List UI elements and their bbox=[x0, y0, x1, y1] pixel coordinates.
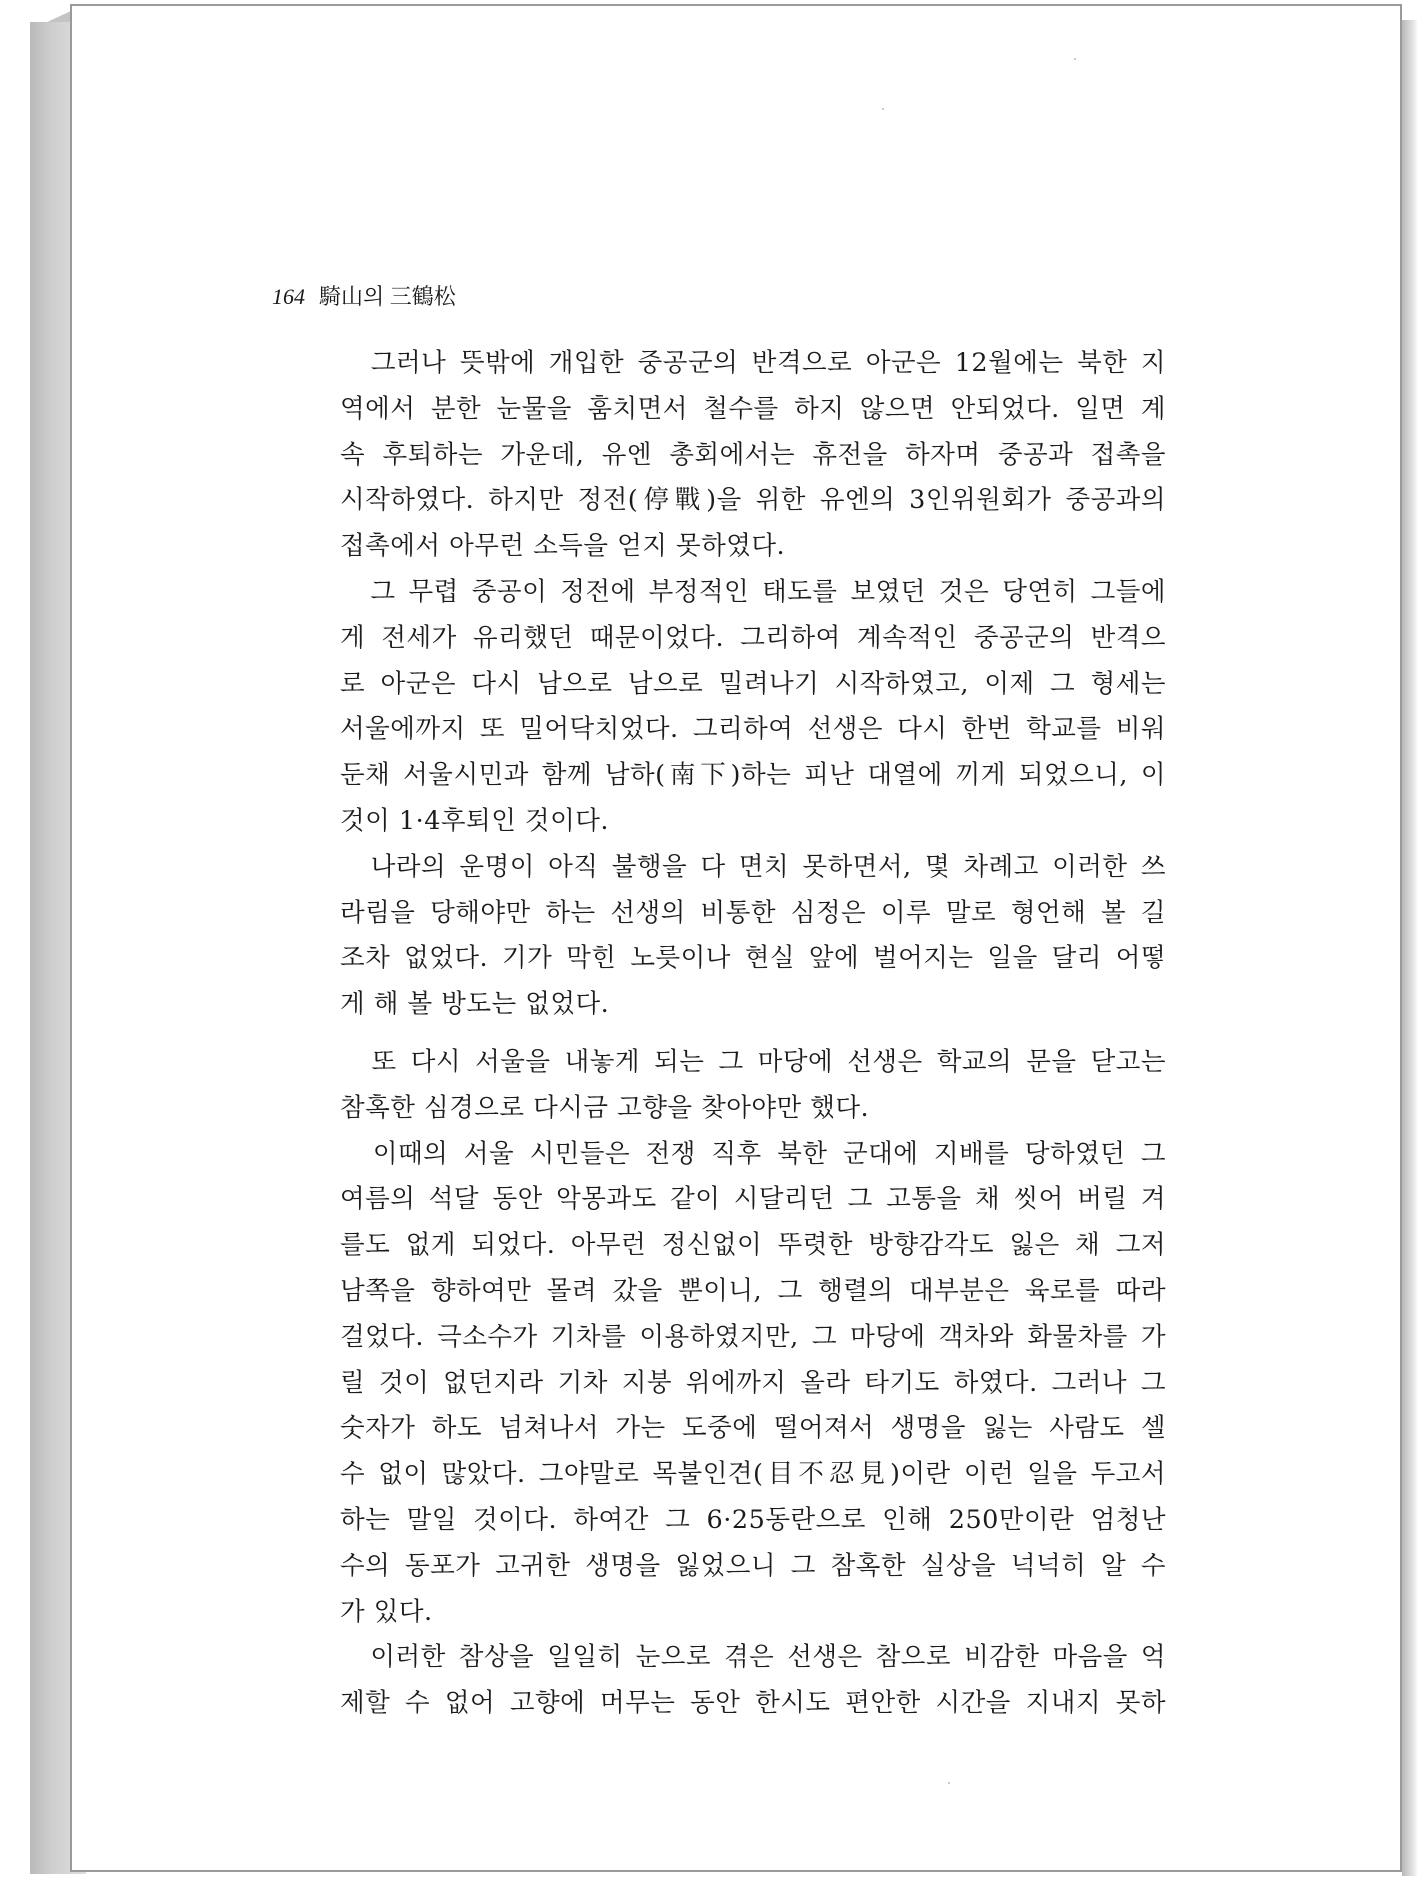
text-line: 서울에까지 또 밀어닥치었다. 그리하여 선생은 다시 한번 학교를 비워 bbox=[340, 714, 1166, 745]
paragraph bbox=[340, 1040, 1166, 1132]
text-line: 로 아군은 다시 남으로 남으로 밀려나기 시작하였고, 이제 그 형세는 bbox=[340, 668, 1166, 699]
text-line: 라림을 당해야만 하는 선생의 비통한 심정은 이루 말로 형언해 볼 길 bbox=[340, 897, 1166, 928]
page-speck bbox=[1074, 58, 1076, 60]
text-line: 참혹한 심경으로 다시금 고향을 찾아야만 했다. bbox=[340, 1092, 870, 1123]
running-head bbox=[272, 280, 456, 311]
text-line: 제할 수 없어 고향에 머무는 동안 한시도 편안한 시간을 지내지 못하 bbox=[340, 1688, 1166, 1719]
text-line: 이때의 서울 시민들은 전쟁 직후 북한 군대에 지배를 당하였던 그 bbox=[340, 1138, 1166, 1169]
text-line: 나라의 운명이 아직 불행을 다 면치 못하면서, 몇 차례고 이러한 쓰 bbox=[340, 851, 1166, 882]
text-line: 하는 말일 것이다. 하여간 그 6·25동란으로 인해 250만이란 엄청난 bbox=[340, 1504, 1166, 1535]
text-line: 걸었다. 극소수가 기차를 이용하였지만, 그 마당에 객차와 화물차를 가 bbox=[340, 1321, 1166, 1352]
text-line: 접촉에서 아무런 소득을 얻지 못하였다. bbox=[340, 531, 786, 562]
text-line: 역에서 분한 눈물을 훔치면서 철수를 하지 않으면 안되었다. 일면 계 bbox=[340, 393, 1166, 424]
text-line: 둔채 서울시민과 함께 남하(南下)하는 피난 대열에 끼게 되었으니, 이 bbox=[340, 760, 1166, 791]
page-speck bbox=[948, 1782, 950, 1784]
page-shadow bbox=[1402, 20, 1418, 1876]
text-line: 속 후퇴하는 가운데, 유엔 총회에서는 휴전을 하자며 중공과 접촉을 bbox=[340, 439, 1166, 470]
text-line: 이러한 참상을 일일히 눈으로 겪은 선생은 참으로 비감한 마음을 억 bbox=[340, 1642, 1166, 1673]
page-number: 164 bbox=[272, 284, 305, 309]
text-line: 시작하였다. 하지만 정전(停戰)을 위한 유엔의 3인위원회가 중공과의 bbox=[340, 485, 1166, 516]
text-line: 게 해 볼 방도는 없었다. bbox=[340, 989, 610, 1020]
text-line: 그 무렵 중공이 정전에 부정적인 태도를 보였던 것은 당연히 그들에 bbox=[340, 576, 1166, 607]
paragraph bbox=[340, 845, 1166, 1028]
text-line: 여름의 석달 동안 악몽과도 같이 시달리던 그 고통을 채 씻어 버릴 겨 bbox=[340, 1184, 1166, 1215]
text-line: 그러나 뜻밖에 개입한 중공군의 반격으로 아군은 12월에는 북한 지 bbox=[340, 348, 1166, 378]
paragraph bbox=[340, 570, 1166, 845]
text-line: 게 전세가 유리했던 때문이었다. 그리하여 계속적인 중공군의 반격으 bbox=[340, 622, 1166, 653]
text-line: 릴 것이 없던지라 기차 지붕 위에까지 올라 타기도 하였다. 그러나 그 bbox=[340, 1367, 1166, 1398]
paragraph bbox=[340, 341, 1166, 570]
paragraph-spacer bbox=[340, 1028, 1166, 1040]
text-line: 또 다시 서울을 내놓게 되는 그 마당에 선생은 학교의 문을 닫고는 bbox=[340, 1046, 1166, 1077]
text-line: 숫자가 하도 넘쳐나서 가는 도중에 떨어져서 생명을 잃는 사람도 셀 bbox=[340, 1413, 1166, 1444]
book-title: 騎山의 三鶴松 bbox=[319, 284, 456, 309]
paragraph bbox=[340, 1635, 1166, 1727]
body-text bbox=[340, 341, 1166, 1727]
text-line: 것이 1·4후퇴인 것이다. bbox=[340, 805, 609, 836]
text-line: 가 있다. bbox=[340, 1596, 433, 1627]
text-line: 조차 없었다. 기가 막힌 노릇이나 현실 앞에 벌어지는 일을 달리 어떻 bbox=[340, 943, 1166, 974]
text-line: 수 없이 많았다. 그야말로 목불인견(目不忍見)이란 이런 일을 두고서 bbox=[340, 1459, 1166, 1490]
text-line: 남쪽을 향하여만 몰려 갔을 뿐이니, 그 행렬의 대부분은 육로를 따라 bbox=[340, 1275, 1166, 1306]
text-line: 를도 없게 되었다. 아무런 정신없이 뚜렷한 방향감각도 잃은 채 그저 bbox=[340, 1230, 1166, 1261]
text-line: 수의 동포가 고귀한 생명을 잃었으니 그 참혹한 실상을 넉넉히 알 수 bbox=[340, 1550, 1166, 1581]
page-speck bbox=[882, 108, 884, 110]
paragraph bbox=[340, 1132, 1166, 1636]
